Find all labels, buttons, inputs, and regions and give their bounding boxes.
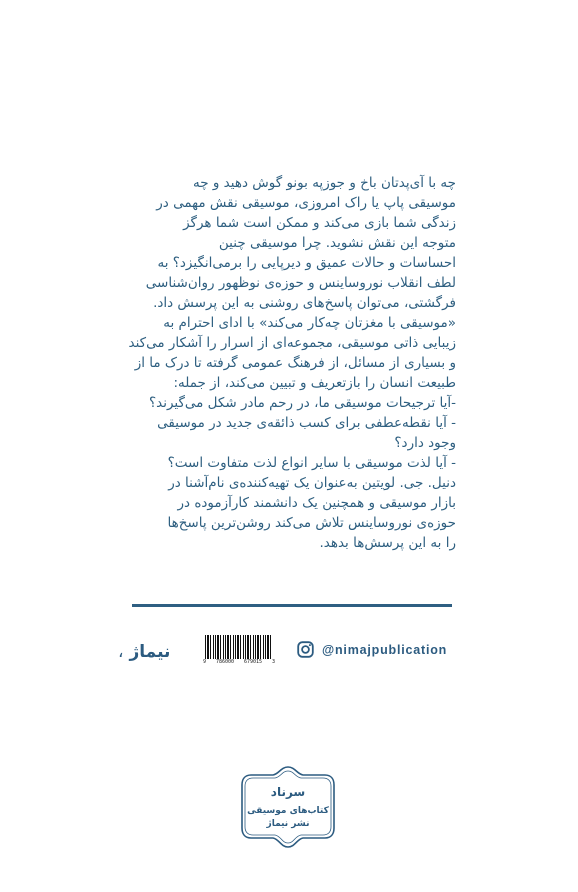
barcode-digit-group: 786000 [215, 659, 235, 665]
instagram-handle: @nimajpublication [322, 642, 448, 657]
seal-subtitle: کتاب‌های موسیقی [247, 806, 329, 816]
series-seal [239, 764, 337, 850]
question-line: وجود دارد؟ [394, 435, 456, 451]
blurb-line: احساسات و حالات عمیق و دیرپایی را برمی‌انگیزد؟ به [157, 255, 456, 271]
blurb-line: طبیعت انسان را بازتعریف و تبیین می‌کند، از جمله: [173, 375, 456, 391]
barcode-digit-group: 3 [271, 659, 275, 665]
blurb-line: زیبایی ذاتی موسیقی، مجموعه‌ای از اسرار را آشکار می‌کند [128, 335, 456, 351]
publisher-logo-text: نیماژ [129, 642, 171, 662]
question-line: - آیا لذت موسیقی با سایر انواع لذت متفاوت است؟ [167, 455, 456, 471]
barcode-digit-group: 9 [203, 659, 207, 665]
question-line: -آیا ترجیحات موسیقی ما، در رحم مادر شکل می‌گیرند؟ [148, 395, 456, 411]
blurb-line: دنیل. جی. لویتین به‌عنوان یک تهیه‌کننده‌ی نام‌آشنا در [168, 475, 456, 491]
blurb-line: متوجه این نقش نشوید. چرا موسیقی چنین [218, 235, 456, 251]
publisher-logo [118, 639, 170, 665]
seal-title: سرناد [270, 785, 306, 799]
blurb-line: موسیقی پاپ یا راک امروزی، موسیقی نقش مهمی در [156, 195, 456, 211]
blurb-line: بازار موسیقی و همچنین یک دانشمند کارآزموده در [177, 495, 456, 511]
blurb-line: چه با آی‌پدتان باخ و جوزپه بونو گوش دهید و چه [193, 175, 456, 191]
instagram-icon [297, 641, 314, 658]
blurb-line: لطف انقلاب نوروساینس و حوزه‌ی نوظهور روان‌شناسی [145, 275, 456, 291]
blurb-line: حوزه‌ی نوروساینس تلاش می‌کند روشن‌ترین پاسخ‌ها [167, 515, 456, 531]
blurb-line: زندگی شما بازی می‌کند و ممکن است شما هرگز [183, 215, 456, 231]
publisher-logo-comma: ، [118, 642, 124, 662]
divider-line [132, 604, 452, 607]
blurb-line: فرگشتی، می‌توان پاسخ‌های روشنی به این پرسش داد. [153, 295, 456, 311]
blurb-line: را به این پرسش‌ها بدهد. [319, 535, 456, 551]
barcode-digit-group: 679015 [243, 659, 263, 665]
seal-publisher: نشر نیماژ [266, 819, 310, 829]
barcode-digits [203, 659, 275, 666]
instagram-contact [297, 641, 447, 658]
blurb-text [120, 173, 456, 553]
question-line: - آیا نقطه‌عطفی برای کسب ذائقه‌ی جدید در موسیقی [157, 415, 456, 431]
barcode-bars [205, 635, 273, 659]
blurb-line: و بسیاری از مسائل، از فرهنگ عمومی گرفته تا درک ما از [134, 355, 456, 371]
isbn-barcode [203, 634, 275, 668]
blurb-line: «موسیقی با مغزتان چه‌کار می‌کند» با ادای احترام به [163, 315, 456, 331]
